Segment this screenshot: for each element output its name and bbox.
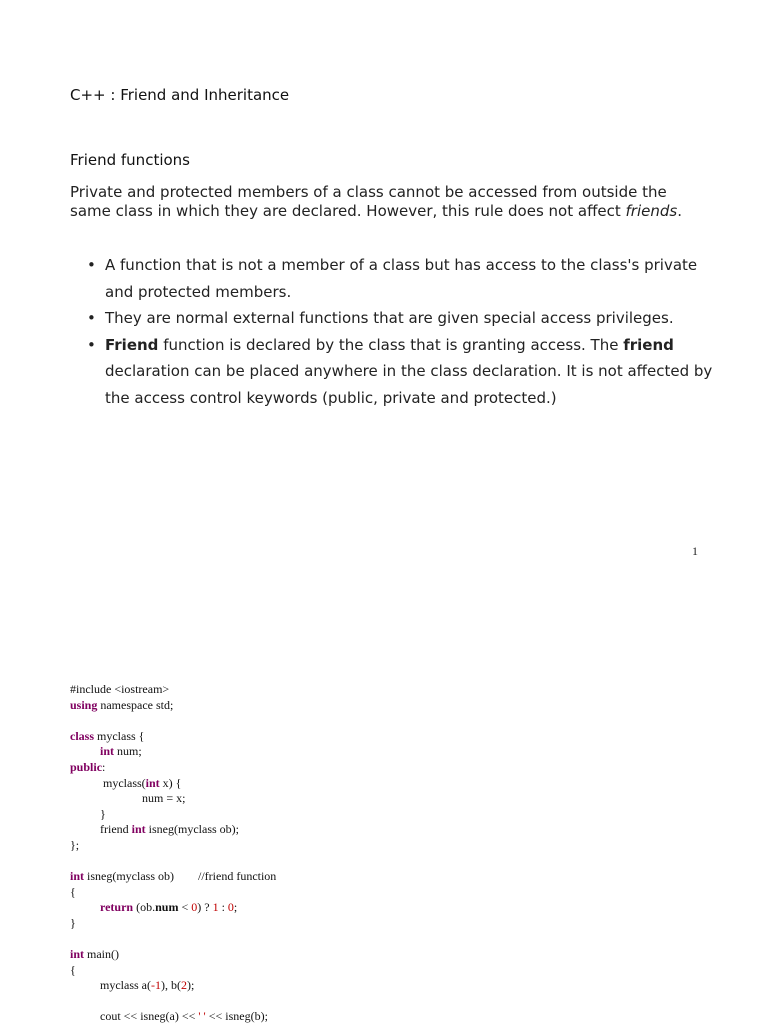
code-keyword: int xyxy=(70,947,85,962)
code-line xyxy=(70,744,690,760)
code-number: 2 xyxy=(180,978,187,993)
code-number: 1 xyxy=(212,900,219,915)
code-line xyxy=(70,947,690,963)
list-item-text: They are normal external functions that are given special access privileges. xyxy=(105,309,674,327)
code-keyword: int xyxy=(145,775,160,790)
code-line xyxy=(70,807,690,823)
code-text: (ob. xyxy=(133,900,156,915)
code-text: ); xyxy=(186,978,195,993)
code-line xyxy=(70,1009,690,1025)
code-text: ), b( xyxy=(160,978,181,993)
code-text: num; xyxy=(114,744,142,759)
code-text: #include <iostream> xyxy=(70,682,170,696)
code-text: cout << isneg(a) << xyxy=(70,1009,199,1024)
code-text: namespace std; xyxy=(97,697,174,712)
code-text: myclass( xyxy=(70,775,146,790)
code-text: { xyxy=(70,884,76,899)
code-line xyxy=(70,776,690,792)
list-item-text: A function that is not a member of a class but has access to the class's private and protected members. xyxy=(105,256,698,301)
code-number: -1 xyxy=(150,978,161,993)
code-text: main() xyxy=(84,947,120,962)
bullet-icon: • xyxy=(87,256,96,274)
code-text: myclass { xyxy=(94,728,145,743)
code-blank-line xyxy=(70,994,690,1010)
code-line xyxy=(70,791,690,807)
code-keyword: using xyxy=(70,697,98,712)
code-number: 0 xyxy=(191,900,198,915)
code-keyword: int xyxy=(70,869,85,884)
code-keyword: public xyxy=(70,759,103,774)
code-line xyxy=(70,978,690,994)
code-indent xyxy=(70,900,100,914)
code-text: isneg(myclass ob) //friend function xyxy=(84,869,277,884)
code-keyword: int xyxy=(131,822,146,837)
list-item xyxy=(87,305,725,332)
friend-keyword: friend xyxy=(623,335,674,354)
intro-emphasis: friends xyxy=(625,202,678,220)
friend-keyword: Friend xyxy=(105,335,159,354)
code-blank-line xyxy=(70,854,690,870)
code-string: ' ' xyxy=(198,1009,206,1024)
code-line xyxy=(70,729,690,745)
list-item-text: declaration can be placed anywhere in the class declaration. It is not affected by the access control keywords (public, private and protected.) xyxy=(105,362,713,407)
intro-period: . xyxy=(677,202,682,220)
list-item-text: function is declared by the class that is granting access. The xyxy=(158,335,624,354)
code-blank-line xyxy=(70,932,690,948)
code-text: ) ? xyxy=(197,900,213,915)
code-text: ; xyxy=(233,900,238,915)
code-line xyxy=(70,838,690,854)
code-text: x) { xyxy=(159,775,182,790)
code-listing xyxy=(70,682,690,1025)
code-line xyxy=(70,698,690,714)
intro-paragraph xyxy=(70,183,700,221)
code-text: num = x; xyxy=(70,791,186,806)
code-keyword: int xyxy=(100,744,115,759)
bullet-icon: • xyxy=(87,335,96,354)
code-line xyxy=(70,822,690,838)
code-line xyxy=(70,869,690,885)
code-line xyxy=(70,885,690,901)
code-text: isneg(myclass ob); xyxy=(145,822,239,837)
code-text: } xyxy=(70,915,76,930)
code-line xyxy=(70,760,690,776)
bullet-list xyxy=(70,252,725,411)
list-item xyxy=(87,332,725,412)
code-keyword: class xyxy=(70,728,94,743)
code-number: 0 xyxy=(227,900,234,915)
code-text: : xyxy=(218,900,228,915)
code-text: { xyxy=(70,962,76,977)
code-line xyxy=(70,963,690,979)
document-title: C++ : Friend and Inheritance xyxy=(70,86,290,104)
code-bold: num xyxy=(155,900,179,915)
code-text: < xyxy=(178,900,192,915)
code-text: : xyxy=(102,759,106,774)
page-number: 1 xyxy=(692,544,698,558)
code-text: << isneg(b); xyxy=(205,1009,268,1024)
code-line xyxy=(70,916,690,932)
code-text: friend xyxy=(70,822,132,837)
code-text: }; xyxy=(70,837,80,852)
code-text: myclass a( xyxy=(70,978,151,993)
code-line xyxy=(70,900,690,916)
section-heading: Friend functions xyxy=(70,151,190,169)
bullet-icon: • xyxy=(87,309,96,327)
code-keyword: return xyxy=(100,900,134,915)
code-indent xyxy=(70,744,100,758)
code-text: } xyxy=(70,806,106,821)
list-item xyxy=(87,252,725,305)
code-blank-line xyxy=(70,713,690,729)
code-line xyxy=(70,682,690,698)
intro-text: Private and protected members of a class cannot be accessed from outside the same class in which they are declared. However, this rule does not affect xyxy=(70,183,667,220)
